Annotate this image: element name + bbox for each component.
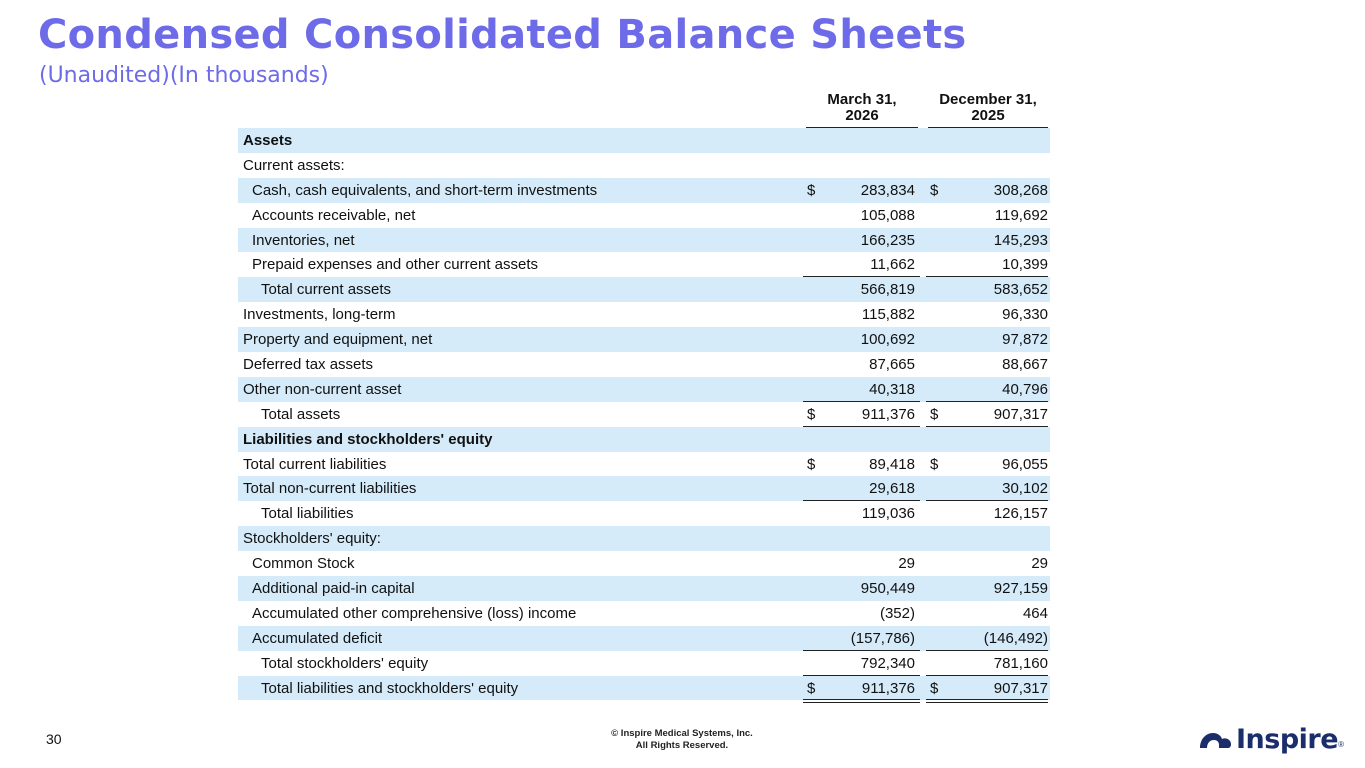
value-march-2026: 89,418 <box>869 455 915 473</box>
page-number: 30 <box>46 731 62 747</box>
value-december-2025: 308,268 <box>993 181 1048 199</box>
table-row <box>238 302 1050 327</box>
double-underline <box>926 699 1048 703</box>
table-row <box>238 576 1050 601</box>
value-december-2025: 97,872 <box>1002 331 1048 349</box>
column-header-line2: 2025 <box>971 107 1005 124</box>
row-label: Cash, cash equivalents, and short-term investments <box>252 181 598 199</box>
currency-symbol: $ <box>807 455 816 473</box>
table-row <box>238 153 1050 178</box>
table-row <box>238 327 1050 352</box>
table-row <box>238 228 1050 253</box>
value-march-2026: 792,340 <box>860 654 915 672</box>
table-row <box>238 676 1050 701</box>
row-label: Total liabilities and stockholders' equity <box>261 679 519 697</box>
row-label: Current assets: <box>243 156 345 174</box>
value-december-2025: 464 <box>1022 604 1048 622</box>
table-body <box>238 128 1050 700</box>
value-march-2026: 40,318 <box>869 380 915 398</box>
logo-text: Inspire <box>1236 723 1339 755</box>
row-label: Stockholders' equity: <box>243 530 381 548</box>
value-december-2025: 96,055 <box>1002 455 1048 473</box>
table-row <box>238 651 1050 676</box>
row-label: Total current liabilities <box>243 455 387 473</box>
value-december-2025: 583,652 <box>993 281 1048 299</box>
row-label: Accumulated other comprehensive (loss) income <box>252 604 577 622</box>
registered-mark: ® <box>1338 740 1344 749</box>
value-december-2025: (146,492) <box>983 629 1048 647</box>
row-label: Inventories, net <box>252 231 355 249</box>
row-label: Prepaid expenses and other current assets <box>252 256 539 274</box>
currency-symbol: $ <box>807 181 816 199</box>
table-row <box>238 452 1050 477</box>
value-december-2025: 88,667 <box>1002 356 1048 374</box>
column-header-march-2026 <box>806 92 918 124</box>
row-label: Total liabilities <box>261 505 354 523</box>
value-december-2025: 10,399 <box>1002 256 1048 274</box>
value-march-2026: 29,618 <box>869 480 915 498</box>
copyright-line: All Rights Reserved. <box>635 740 729 751</box>
currency-symbol: $ <box>930 181 939 199</box>
value-december-2025: 781,160 <box>993 654 1048 672</box>
value-march-2026: (157,786) <box>850 629 915 647</box>
row-label: Liabilities and stockholders' equity <box>243 430 493 448</box>
column-header-line2: 2026 <box>845 107 879 124</box>
value-march-2026: 911,376 <box>861 405 915 423</box>
value-march-2026: 950,449 <box>860 580 915 598</box>
value-december-2025: 145,293 <box>993 231 1048 249</box>
value-december-2025: 126,157 <box>993 505 1048 523</box>
value-march-2026: 115,882 <box>861 306 915 324</box>
value-march-2026: 11,662 <box>870 256 915 274</box>
value-march-2026: 87,665 <box>869 356 915 374</box>
value-march-2026: (352) <box>879 604 915 622</box>
value-march-2026: 911,376 <box>861 679 915 697</box>
row-label: Deferred tax assets <box>243 356 374 374</box>
value-march-2026: 29 <box>898 555 915 573</box>
table-row <box>238 402 1050 427</box>
page-subtitle: (Unaudited)(In thousands) <box>39 63 329 88</box>
row-label: Total current assets <box>261 281 392 299</box>
column-header-line1: March 31, <box>827 91 897 108</box>
currency-symbol: $ <box>807 405 816 423</box>
value-march-2026: 119,036 <box>861 505 915 523</box>
value-december-2025: 907,317 <box>993 679 1048 697</box>
copyright-line: © Inspire Medical Systems, Inc. <box>611 728 753 739</box>
value-december-2025: 30,102 <box>1002 480 1048 498</box>
table-row <box>238 626 1050 651</box>
table-row <box>238 377 1050 402</box>
row-label: Other non-current asset <box>243 380 402 398</box>
table-row <box>238 476 1050 501</box>
value-december-2025: 119,692 <box>994 206 1048 224</box>
column-header-line1: December 31, <box>939 91 1037 108</box>
value-december-2025: 907,317 <box>993 405 1048 423</box>
row-label: Property and equipment, net <box>243 331 433 349</box>
row-label: Assets <box>243 132 293 149</box>
value-december-2025: 96,330 <box>1002 306 1048 324</box>
currency-symbol: $ <box>930 455 939 473</box>
row-label: Investments, long-term <box>243 306 396 324</box>
inspire-logo <box>1198 722 1344 756</box>
row-label: Total non-current liabilities <box>243 480 417 498</box>
table-row <box>238 501 1050 526</box>
value-march-2026: 283,834 <box>860 181 915 199</box>
row-label: Additional paid-in capital <box>252 580 415 598</box>
value-march-2026: 566,819 <box>860 281 915 299</box>
page-title: Condensed Consolidated Balance Sheets <box>38 12 967 58</box>
value-december-2025: 40,796 <box>1002 380 1048 398</box>
value-march-2026: 100,692 <box>860 331 915 349</box>
table-row <box>238 128 1050 153</box>
copyright-notice <box>582 728 782 752</box>
table-row <box>238 601 1050 626</box>
table-row <box>238 427 1050 452</box>
table-row <box>238 526 1050 551</box>
value-december-2025: 927,159 <box>993 580 1048 598</box>
value-december-2025: 29 <box>1031 555 1048 573</box>
row-label: Total assets <box>261 405 341 423</box>
column-header-december-2025 <box>928 92 1048 124</box>
value-march-2026: 105,088 <box>860 206 915 224</box>
double-underline <box>803 699 920 703</box>
table-row <box>238 551 1050 576</box>
row-label: Total stockholders' equity <box>261 654 429 672</box>
currency-symbol: $ <box>930 679 939 697</box>
currency-symbol: $ <box>930 405 939 423</box>
value-march-2026: 166,235 <box>860 231 915 249</box>
table-row <box>238 252 1050 277</box>
row-label: Accumulated deficit <box>252 629 383 647</box>
currency-symbol: $ <box>807 679 816 697</box>
table-row <box>238 352 1050 377</box>
inspire-logo-mark-icon <box>1198 728 1232 750</box>
table-row <box>238 277 1050 302</box>
table-row <box>238 203 1050 228</box>
row-label: Common Stock <box>252 555 355 573</box>
row-label: Accounts receivable, net <box>252 206 416 224</box>
table-row <box>238 178 1050 203</box>
